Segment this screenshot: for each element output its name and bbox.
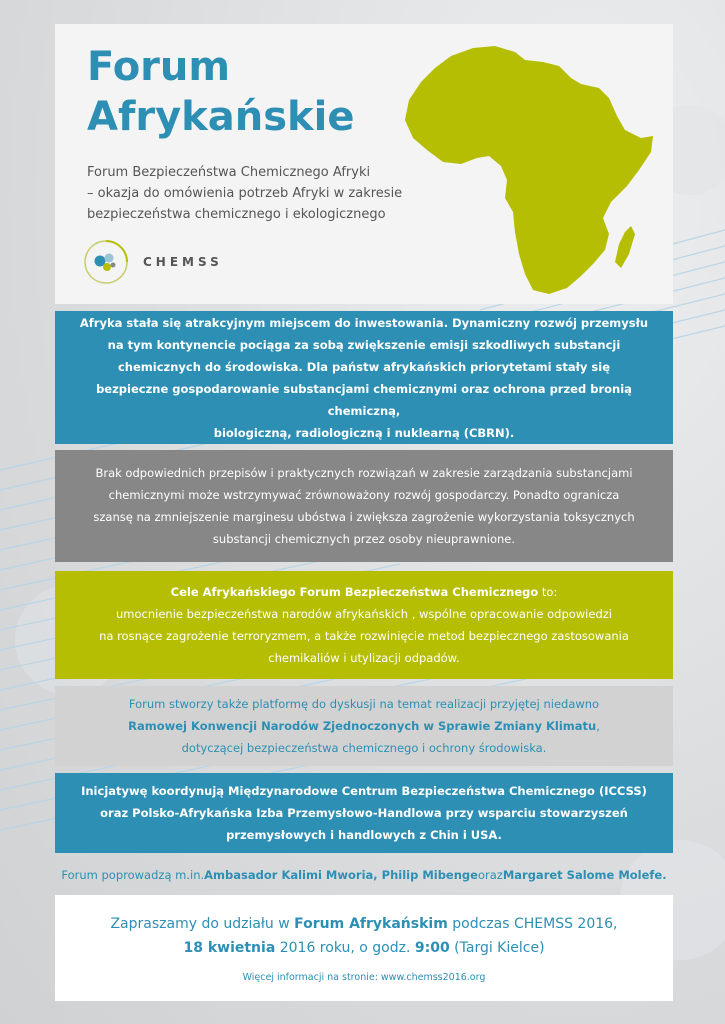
title-line-2: Afrykańskie bbox=[87, 94, 355, 140]
header-panel bbox=[55, 24, 673, 304]
subtitle-line-1: Forum Bezpieczeństwa Chemicznego Afryki bbox=[87, 165, 371, 180]
intro-line-1: Afryka stała się atrakcyjnym miejscem do inwestowania. Dynamiczny rozwój przemysłu bbox=[79, 315, 649, 330]
hosts-names-2: Margaret Salome Molefe. bbox=[502, 868, 667, 882]
problem-block bbox=[55, 450, 673, 562]
intro-line-3: chemicznych do środowiska. Dla państw afrykańskich priorytetami stały się bbox=[117, 359, 611, 374]
hosts-prefix: Forum poprowadzą m.in. bbox=[61, 868, 205, 882]
organizers-block bbox=[55, 773, 673, 853]
event-date: 18 kwietnia bbox=[183, 940, 276, 956]
platform-block bbox=[55, 686, 673, 766]
climate-convention-name: Ramowej Konwencji Narodów Zjednoczonych w Sprawie Zmiany Klimatu bbox=[128, 719, 597, 733]
problem-line-1: Brak odpowiednich przepisów i praktycznych rozwiązań w zakresie zarządzania substancjami bbox=[95, 466, 633, 480]
goals-line-4: chemikaliów i utylizacji odpadów. bbox=[268, 651, 460, 665]
invitation-line-2 bbox=[55, 937, 673, 959]
forum-name: Forum Afrykańskim bbox=[294, 916, 448, 932]
intro-line-2: na tym kontynencie pociąga za sobą zwiększenie emisji szkodliwych substancji bbox=[107, 337, 621, 352]
logo-text: CHEMSS bbox=[143, 255, 223, 269]
page-title bbox=[87, 42, 354, 142]
organizers-line-3: przemysłowych i handlowych z Chin i USA. bbox=[226, 828, 502, 842]
organizers-line-2: oraz Polsko-Afrykańska Izba Przemysłowo-Handlowa przy wsparciu stowarzyszeń bbox=[100, 806, 628, 820]
goals-heading-suffix: to: bbox=[538, 585, 558, 599]
organizers-line-1: Inicjatywę koordynują Międzynarodowe Centrum Bezpieczeństwa Chemicznego (ICCSS) bbox=[81, 784, 647, 798]
more-info-link[interactable]: Więcej informacji na stronie: www.chemss2016.org bbox=[242, 972, 486, 983]
platform-line-2-suffix: , bbox=[596, 719, 600, 733]
event-venue: (Targi Kielce) bbox=[449, 940, 545, 956]
invitation-line-1 bbox=[55, 913, 673, 935]
chemss-logo bbox=[83, 239, 223, 285]
problem-line-4: substancji chemicznych przez osoby nieuprawnione. bbox=[212, 532, 516, 546]
intro-block bbox=[55, 311, 673, 444]
event-date-suffix: 2016 roku, o godz. bbox=[275, 940, 415, 956]
intro-line-4: bezpieczne gospodarowanie substancjami chemicznymi oraz ochrona przed bronią chemiczną, bbox=[96, 381, 632, 418]
subtitle-line-3: bezpieczeństwa chemicznego i ekologicznego bbox=[87, 207, 386, 222]
page-subtitle bbox=[87, 162, 417, 225]
invitation-text-c: podczas CHEMSS 2016, bbox=[447, 916, 618, 932]
invitation-footer bbox=[55, 895, 673, 1001]
goals-line-2: umocnienie bezpieczeństwa narodów afrykańskich , wspólne opracowanie odpowiedzi bbox=[116, 607, 612, 621]
africa-map-icon bbox=[403, 40, 653, 302]
hosts-connector: oraz bbox=[477, 868, 503, 882]
molecule-logo-icon bbox=[83, 239, 129, 285]
platform-line-3: dotyczącej bezpieczeństwa chemicznego i ochrony środowiska. bbox=[181, 741, 547, 755]
invitation-text-a: Zapraszamy do udziału w bbox=[110, 916, 295, 932]
goals-heading: Cele Afrykańskiego Forum Bezpieczeństwa Chemicznego bbox=[170, 585, 539, 599]
intro-line-5: biologiczną, radiologiczną i nuklearną (CBRN). bbox=[213, 425, 515, 440]
title-line-1: Forum bbox=[87, 44, 231, 90]
subtitle-line-2: – okazja do omówienia potrzeb Afryki w zakresie bbox=[87, 186, 403, 201]
problem-line-3: szansę na zmniejszenie marginesu ubóstwa i zwiększa zagrożenie wykorzystania toksycznych bbox=[93, 510, 635, 524]
hosts-names-1: Ambasador Kalimi Mworia, Philip Mibenge bbox=[204, 868, 478, 882]
platform-line-1: Forum stworzy także platformę do dyskusji na temat realizacji przyjętej niedawno bbox=[128, 697, 600, 711]
event-time: 9:00 bbox=[414, 940, 450, 956]
goals-line-3: na rosnące zagrożenie terroryzmem, a także rozwinięcie metod bezpiecznego zastosowania bbox=[99, 629, 629, 643]
goals-block bbox=[55, 571, 673, 679]
hosts-line bbox=[55, 862, 673, 888]
problem-line-2: chemicznymi może wstrzymywać zrównoważony rozwój gospodarczy. Ponadto ogranicza bbox=[108, 488, 620, 502]
